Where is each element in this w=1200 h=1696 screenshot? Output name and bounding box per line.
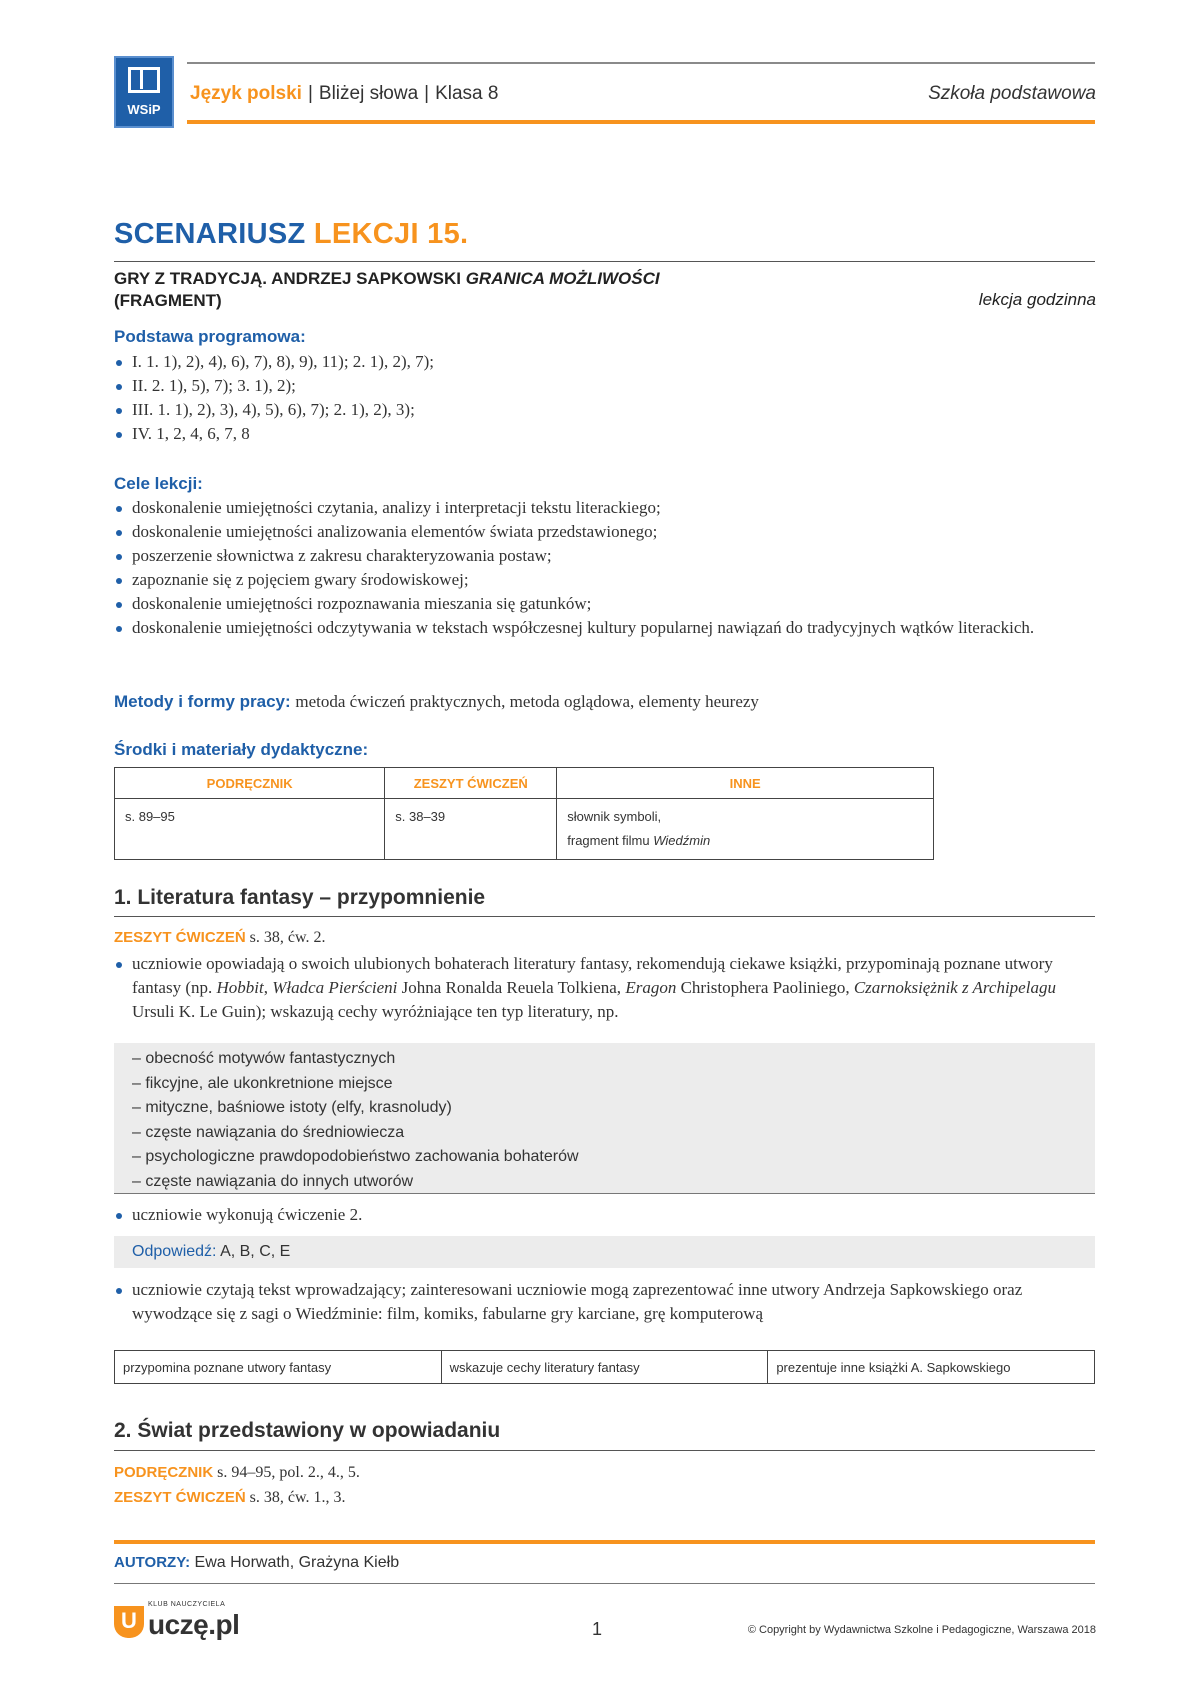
page-title bbox=[114, 218, 468, 251]
table-cell: wskazuje cechy literatury fantasy bbox=[441, 1351, 768, 1384]
footer-divider bbox=[114, 1583, 1095, 1584]
series-name: Bliżej słowa bbox=[318, 83, 419, 104]
topic-text: GRY Z TRADYCJĄ. ANDRZEJ SAPKOWSKI bbox=[114, 269, 466, 288]
authors-label: AUTORZY: bbox=[114, 1554, 191, 1571]
answer-box bbox=[114, 1236, 1095, 1268]
section-1-reference bbox=[114, 929, 326, 947]
list-item: uczniowie czytają tekst wprowadzający; zainteresowani uczniowie mogą zaprezentować inne utwory Andrzeja Sapkowskiego oraz wywodzące się z sagi o Wiedźminie: film, komiks, fabularne gry karciane, grę komputerową bbox=[114, 1278, 1095, 1326]
goals-list bbox=[114, 496, 1094, 640]
list-item: doskonalenie umiejętności odczytywania w tekstach współczesnej kultury popularnej nawiązań do tradycyjnych wątków literackich. bbox=[114, 616, 1094, 640]
list-item: IV. 1, 2, 4, 6, 7, 8 bbox=[114, 422, 1094, 446]
ref-value: s. 38, ćw. 1., 3. bbox=[245, 1489, 346, 1506]
table-row bbox=[115, 1351, 1095, 1384]
skills-table bbox=[114, 1350, 1095, 1384]
ucze-logo bbox=[114, 1600, 264, 1640]
section-2-reference-workbook bbox=[114, 1489, 346, 1507]
ref-value: s. 38, ćw. 2. bbox=[245, 929, 326, 946]
section-2-title: 2. Świat przedstawiony w opowiadaniu bbox=[114, 1419, 501, 1442]
logo-text: WSiP bbox=[127, 102, 161, 117]
topic-fragment: (FRAGMENT) bbox=[114, 291, 222, 310]
table-cell: przypomina poznane utwory fantasy bbox=[115, 1351, 442, 1384]
ref-key: PODRĘCZNIK bbox=[114, 1464, 214, 1481]
list-item: poszerzenie słownictwa z zakresu charakteryzowania postaw; bbox=[114, 544, 1094, 568]
feature-item: – częste nawiązania do średniowiecza bbox=[132, 1123, 405, 1141]
subject-name: Język polski bbox=[190, 83, 302, 104]
copyright: © Copyright by Wydawnictwa Szkolne i Pedagogiczne, Warszawa 2018 bbox=[747, 1624, 1096, 1636]
cell-text: słownik symboli, bbox=[567, 809, 662, 824]
school-type: Szkoła podstawowa bbox=[928, 83, 1096, 104]
authors-names: Ewa Horwath, Grażyna Kiełb bbox=[190, 1554, 400, 1571]
curriculum-heading: Podstawa programowa: bbox=[114, 327, 306, 346]
section-2-rule bbox=[114, 1450, 1095, 1451]
lesson-topic bbox=[114, 268, 660, 312]
ref-value: s. 94–95, pol. 2., 4., 5. bbox=[213, 1464, 360, 1481]
club-label: KLUB NAUCZYCIELA bbox=[148, 1601, 226, 1608]
header-bottom-rule bbox=[187, 120, 1095, 124]
header-title: Język polski | Bliżej słowa | Klasa 8 bbox=[190, 83, 499, 104]
footer-rule bbox=[114, 1540, 1095, 1544]
table-cell: s. 38–39 bbox=[385, 799, 557, 860]
grade-name: Klasa 8 bbox=[435, 83, 499, 104]
fantasy-features-box bbox=[114, 1043, 1095, 1194]
section-1-bullet-2 bbox=[114, 1203, 1095, 1227]
cell-text: fragment filmu bbox=[567, 833, 654, 848]
header-top-rule bbox=[187, 62, 1095, 64]
feature-item: – częste nawiązania do innych utworów bbox=[132, 1172, 414, 1190]
methods-value: metoda ćwiczeń praktycznych, metoda oglądowa, elementy heurezy bbox=[295, 692, 759, 711]
list-item: zapoznanie się z pojęciem gwary środowiskowej; bbox=[114, 568, 1094, 592]
ref-key: ZESZYT ĆWICZEŃ bbox=[114, 1489, 246, 1506]
col-header: PODRĘCZNIK bbox=[115, 768, 385, 799]
scenario-label: SCENARIUSZ bbox=[114, 218, 306, 250]
feature-item: – psychologiczne prawdopodobieństwo zachowania bohaterów bbox=[132, 1148, 579, 1165]
table-cell: prezentuje inne książki A. Sapkowskiego bbox=[768, 1351, 1095, 1384]
page-number: 1 bbox=[592, 1619, 603, 1639]
wsip-logo bbox=[114, 56, 174, 128]
col-header: ZESZYT ĆWICZEŃ bbox=[385, 768, 557, 799]
materials-heading: Środki i materiały dydaktyczne: bbox=[114, 740, 369, 759]
goals-heading: Cele lekcji: bbox=[114, 474, 203, 493]
topic-work-title: GRANICA MOŻLIWOŚCI bbox=[465, 269, 660, 288]
methods-label: Metody i formy pracy: bbox=[114, 692, 291, 711]
lesson-type: lekcja godzinna bbox=[978, 290, 1096, 309]
ucze-logo-text: uczę.pl bbox=[148, 1609, 240, 1640]
section-1-bullet-3 bbox=[114, 1278, 1095, 1326]
lesson-number: LEKCJI 15. bbox=[313, 218, 469, 250]
section-1-bullet-1 bbox=[114, 952, 1095, 1024]
list-item: II. 2. 1), 5), 7); 3. 1), 2); bbox=[114, 374, 1094, 398]
answer-label: Odpowiedź: bbox=[132, 1243, 217, 1260]
ref-key: ZESZYT ĆWICZEŃ bbox=[114, 929, 246, 946]
table-row bbox=[115, 799, 934, 860]
feature-item: – obecność motywów fantastycznych bbox=[132, 1050, 396, 1067]
title-rule bbox=[114, 261, 1095, 262]
table-cell: s. 89–95 bbox=[115, 799, 385, 860]
list-item: doskonalenie umiejętności rozpoznawania mieszania się gatunków; bbox=[114, 592, 1094, 616]
section-1-rule bbox=[114, 916, 1095, 917]
list-item: III. 1. 1), 2), 3), 4), 5), 6), 7); 2. 1), 2), 3); bbox=[114, 398, 1094, 422]
answer-value: A, B, C, E bbox=[216, 1243, 291, 1260]
section-1-title: 1. Literatura fantasy – przypomnienie bbox=[114, 886, 486, 909]
section-2-reference-textbook bbox=[114, 1464, 360, 1482]
list-item: uczniowie opowiadają o swoich ulubionych bohaterach literatury fantasy, rekomendują ciekawe książki, przypominają poznane utwory fantasy (np. Hobbit, Władca Pierścieni Johna Ronalda Reuela Tolkiena, Eragon Christophera Paoliniego, Czarnoksiężnik z Archipelagu Ursuli K. Le Guin); wskazują cechy wyróżniające ten typ literatury, np. bbox=[114, 952, 1095, 1024]
cell-italic: Wiedźmin bbox=[653, 833, 711, 848]
list-item: uczniowie wykonują ćwiczenie 2. bbox=[114, 1203, 1095, 1227]
curriculum-list bbox=[114, 350, 1094, 446]
list-item: doskonalenie umiejętności czytania, analizy i interpretacji tekstu literackiego; bbox=[114, 496, 1094, 520]
list-item: I. 1. 1), 2), 4), 6), 7), 8), 9), 11); 2. 1), 2), 7); bbox=[114, 350, 1094, 374]
materials-table bbox=[114, 767, 934, 860]
methods-line bbox=[114, 692, 1094, 712]
authors-line bbox=[114, 1554, 399, 1572]
table-cell bbox=[557, 799, 934, 860]
col-header: INNE bbox=[557, 768, 934, 799]
feature-item: – fikcyjne, ale ukonkretnione miejsce bbox=[132, 1074, 393, 1092]
feature-item: – mityczne, baśniowe istoty (elfy, krasnoludy) bbox=[132, 1099, 452, 1116]
list-item: doskonalenie umiejętności analizowania elementów świata przedstawionego; bbox=[114, 520, 1094, 544]
ucze-logo-icon: U bbox=[114, 1606, 144, 1638]
